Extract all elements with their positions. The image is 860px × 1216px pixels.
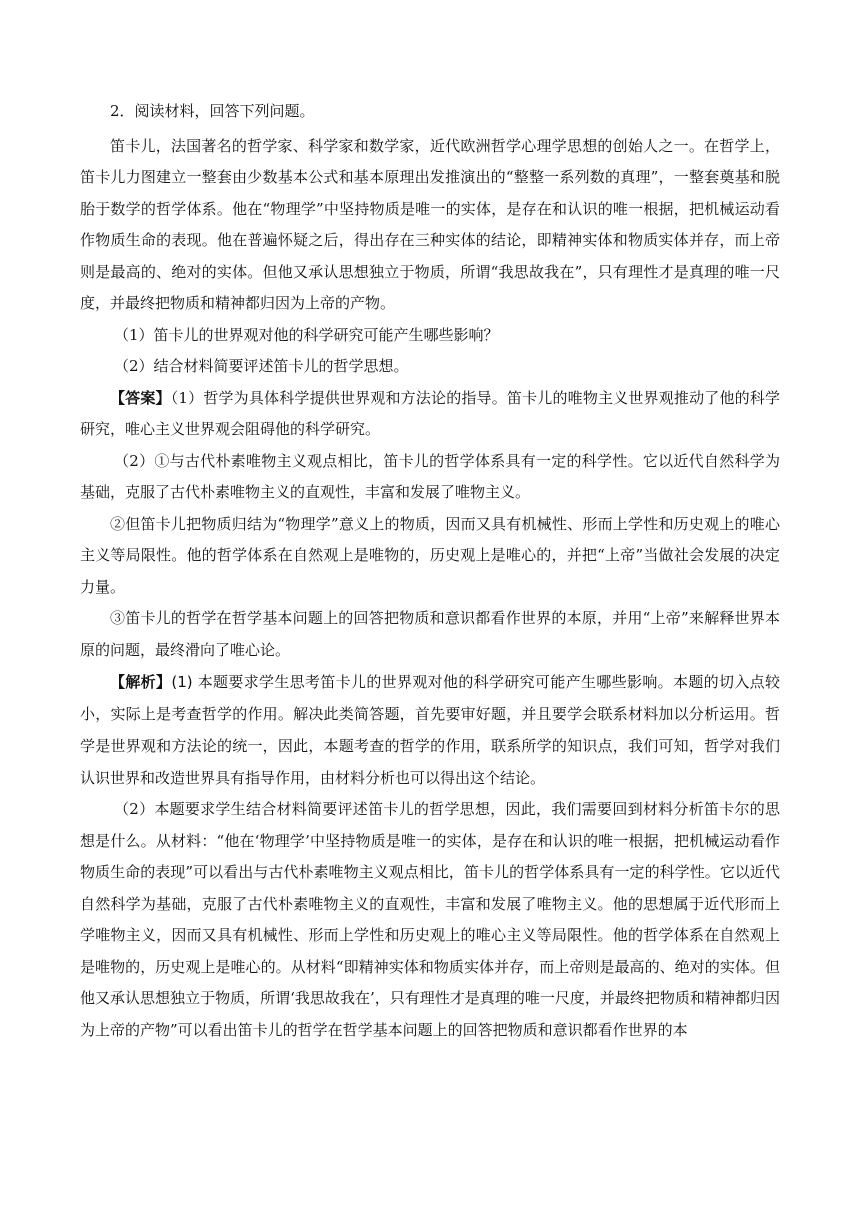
question-heading: 2．阅读材料，回答下列问题。 [110,102,315,120]
analysis-part-2: （2）本题要求学生结合材料简要评述笛卡儿的哲学思想，因此，我们需要回到材料分析笛卡尔的思想是什么。从材料：“他在‘物理学’中坚持物质是唯一的实体，是存在和认识的唯一根据，把机械运动看作物质生命的表现”可以看出与古代朴素唯物主义观点相比，笛卡儿的哲学体系具有一定的科学性。它以近代自然科学为基础，克服了古代朴素唯物主义的直观性，丰富和发展了唯物主义。他的思想属于近代形而上学唯物主义，因而又具有机械性、形而上学性和历史观上的唯心主义等局限性。他的哲学体系在自然观上是唯物的，历史观上是唯心的。从材料“即精神实体和物质实体并存，而上帝则是最高的、绝对的实体。但他又承认思想独立于物质，所谓‘我思故我在’，只有理性才是真理的唯一尺度，并最终把物质和精神都归因为上帝的产物”可以看出笛卡儿的哲学在哲学基本问题上的回答把物质和意识都看作世界的本 [80,800,780,1039]
question-part-1: （1）笛卡儿的世界观对他的科学研究可能产生哪些影响？ [114,325,499,344]
answer-tag: 【答案】 [110,388,171,407]
analysis-tag: 【解析】 [110,673,172,691]
question-part-2: （2）结合材料简要评述笛卡儿的哲学思想。 [114,357,409,375]
analysis-part-1 [80,666,780,794]
answer-part-2-point-2: ②但笛卡儿把物质归结为“物理学”意义上的物质，因而又具有机械性、形而上学性和历史观上的唯心主义等局限性。他的哲学体系在自然观上是唯物的，历史观上是唯心的，并把“上帝”当做社会发展的决定力量。 [80,514,780,596]
question-material: 笛卡儿，法国著名的哲学家、科学家和数学家，近代欧洲哲学心理学思想的创始人之一。在哲学上，笛卡儿力图建立一整套由少数基本公式和基本原理出发推演出的“整整一系列数的真理”，一整套奠基和脱胎于数学的哲学体系。他在“物理学”中坚持物质是唯一的实体，是存在和认识的唯一根据，把机械运动看作物质生命的表现。他在普遍怀疑之后，得出存在三种实体的结论，即精神实体和物质实体并存，而上帝则是最高的、绝对的实体。但他又承认思想独立于物质，所谓“我思故我在”，只有理性才是真理的唯一尺度，并最终把物质和精神都归因为上帝的产物。 [80,136,780,312]
analysis-part-1-text: (1) 本题要求学生思考笛卡儿的世界观对他的科学研究可能产生哪些影响。本题的切入点较小，实际上是考查哲学的作用。解决此类简答题，首先要审好题，并且要学会联系材料加以分析运用。哲学是世界观和方法论的统一，因此，本题考查的哲学的作用，联系所学的知识点，我们可知，哲学对我们认识世界和改造世界具有指导作用，由材料分析也可以得出这个结论。 [80,673,780,787]
answer-part-1-text: （1）哲学为具体科学提供世界观和方法论的指导。笛卡儿的唯物主义世界观推动了他的科学研究，唯心主义世界观会阻碍他的科学研究。 [80,388,780,438]
answer-part-2-point-1: （2）①与古代朴素唯物主义观点相比，笛卡儿的哲学体系具有一定的科学性。它以近代自然科学为基础，克服了古代朴素唯物主义的直观性，丰富和发展了唯物主义。 [80,451,780,501]
answer-part-2-point-3: ③笛卡儿的哲学在哲学基本问题上的回答把物质和意识都看作世界的本原，并用“上帝”来解释世界本原的问题，最终滑向了唯心论。 [80,609,780,659]
answer-part-1 [80,383,780,446]
document-body [80,96,780,1046]
